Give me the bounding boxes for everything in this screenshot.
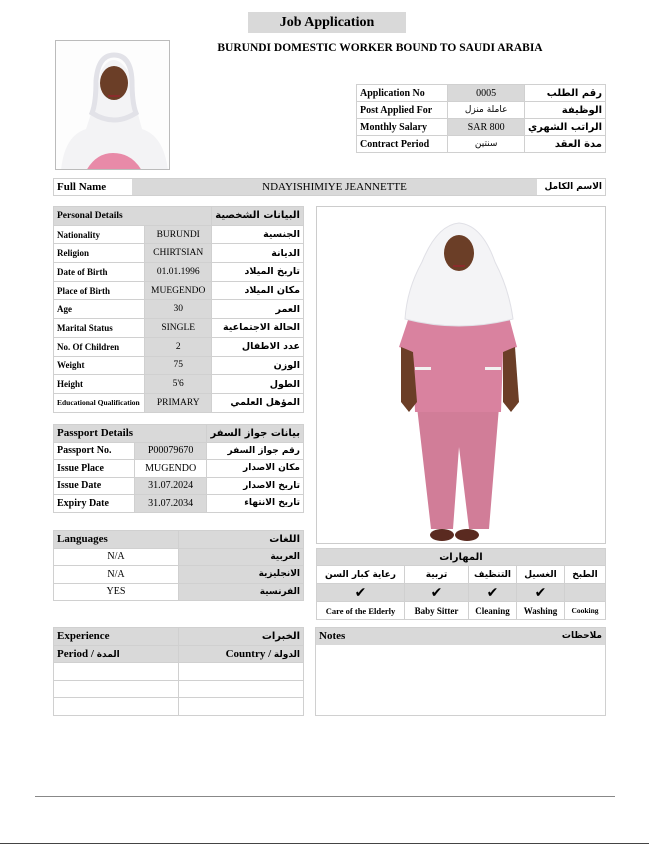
full-name-value: NDAYISHIMIYE JEANNETTE	[132, 179, 537, 195]
expiry-date-label: Expiry Date	[54, 495, 135, 513]
height-label-ar: الطول	[212, 375, 304, 394]
skill-babysitter-ar: تربية	[405, 566, 469, 584]
full-name-label: Full Name	[54, 179, 132, 195]
children-label-ar: عدد الاطفال	[212, 337, 304, 356]
personal-details-title-ar: البيانات الشخصية	[212, 207, 304, 226]
age-label-ar: العمر	[212, 300, 304, 319]
portrait-photo	[55, 40, 170, 170]
application-no-label: Application No	[357, 85, 448, 102]
skill-cleaning-ar: التنظيف	[469, 566, 517, 584]
experience-title-ar: الخبرات	[179, 628, 304, 646]
experience-period-cell	[54, 698, 179, 716]
notes-title: Notes	[319, 630, 346, 642]
issue-date-label: Issue Date	[54, 477, 135, 495]
religion-value: CHIRTSIAN	[145, 244, 212, 263]
skill-elderly-check	[317, 584, 405, 602]
table-header	[317, 549, 606, 566]
issue-date-value: 31.07.2024	[134, 477, 207, 495]
english-value: N/A	[54, 566, 179, 584]
arabic-label-ar: العربية	[179, 548, 304, 566]
country-label-ar: الدولة	[273, 649, 300, 660]
children-value: 2	[145, 337, 212, 356]
table-header	[54, 531, 304, 549]
education-label-ar: المؤهل العلمي	[212, 393, 304, 412]
experience-table	[53, 627, 304, 716]
table-row	[317, 566, 606, 584]
checkmark-icon: ✔	[486, 584, 499, 601]
table-row	[54, 680, 304, 698]
skill-cooking-check	[565, 584, 606, 602]
full-name-label-ar: الاسم الكامل	[544, 182, 602, 192]
languages-title: Languages	[54, 531, 179, 549]
education-value: PRIMARY	[145, 393, 212, 412]
marital-status-label: Marital Status	[54, 319, 145, 338]
marital-status-label-ar: الحالة الاجتماعية	[212, 319, 304, 338]
education-label: Educational Qualification	[54, 393, 145, 412]
table-header	[54, 207, 304, 226]
table-row	[54, 566, 304, 584]
age-label: Age	[54, 300, 145, 319]
nationality-label: Nationality	[54, 225, 145, 244]
table-row	[54, 225, 304, 244]
document-subtitle: BURUNDI DOMESTIC WORKER BOUND TO SAUDI ARABIA	[217, 42, 543, 54]
document-title: Job Application	[248, 12, 406, 33]
table-row	[54, 319, 304, 338]
height-label: Height	[54, 375, 145, 394]
experience-country-cell	[179, 680, 304, 698]
weight-value: 75	[145, 356, 212, 375]
experience-title: Experience	[54, 628, 179, 646]
experience-period-cell	[54, 663, 179, 681]
table-header	[54, 425, 304, 443]
skills-title-ar: المهارات	[317, 549, 606, 566]
dob-label-ar: تاريخ الميلاد	[212, 263, 304, 282]
skill-cooking-label: Cooking	[565, 602, 606, 620]
period-header	[54, 645, 179, 663]
passport-no-label-ar: رقم جواز السفر	[207, 442, 304, 460]
checkmark-icon: ✔	[430, 584, 443, 601]
notes-box	[315, 627, 606, 716]
skill-elderly-ar: رعاية كبار السن	[317, 566, 405, 584]
skill-cleaning-check	[469, 584, 517, 602]
passport-no-label: Passport No.	[54, 442, 135, 460]
table-row	[54, 244, 304, 263]
religion-label: Religion	[54, 244, 145, 263]
post-applied-value: عاملة منزل	[448, 102, 525, 119]
english-label-ar: الانجليزية	[179, 566, 304, 584]
dob-label: Date of Birth	[54, 263, 145, 282]
nationality-value: BURUNDI	[145, 225, 212, 244]
application-no-value: 0005	[448, 85, 525, 102]
contract-period-label-ar: مدة العقد	[525, 136, 606, 153]
table-row	[54, 263, 304, 282]
experience-period-cell	[54, 680, 179, 698]
period-label: Period /	[57, 647, 94, 660]
passport-details-table	[53, 424, 304, 513]
skill-cleaning-label: Cleaning	[469, 602, 517, 620]
table-row	[54, 281, 304, 300]
passport-details-title: Passport Details	[54, 425, 207, 443]
passport-details-title-ar: بيانات جواز السفر	[207, 425, 304, 443]
issue-place-value: MUGENDO	[134, 460, 207, 478]
children-label: No. Of Children	[54, 337, 145, 356]
post-applied-label-ar: الوظيفة	[525, 102, 606, 119]
weight-label-ar: الوزن	[212, 356, 304, 375]
table-row	[54, 477, 304, 495]
skill-washing-check	[517, 584, 565, 602]
table-row	[357, 119, 606, 136]
application-table	[356, 84, 606, 153]
expiry-date-label-ar: تاريخ الانتهاء	[207, 495, 304, 513]
full-name-row	[53, 178, 606, 196]
skill-babysitter-check	[405, 584, 469, 602]
expiry-date-value: 31.07.2034	[134, 495, 207, 513]
table-header	[54, 628, 304, 646]
dob-value: 01.01.1996	[145, 263, 212, 282]
full-body-photo	[316, 206, 606, 544]
country-header	[179, 645, 304, 663]
table-row	[54, 393, 304, 412]
table-row	[54, 356, 304, 375]
table-row	[54, 460, 304, 478]
skill-babysitter-label: Baby Sitter	[405, 602, 469, 620]
table-row	[357, 85, 606, 102]
french-value: YES	[54, 583, 179, 601]
skill-washing-ar: الغسيل	[517, 566, 565, 584]
skill-elderly-label: Care of the Elderly	[317, 602, 405, 620]
marital-status-value: SINGLE	[145, 319, 212, 338]
table-row	[54, 300, 304, 319]
checkmark-icon: ✔	[354, 584, 367, 601]
table-row	[54, 548, 304, 566]
weight-label: Weight	[54, 356, 145, 375]
monthly-salary-label: Monthly Salary	[357, 119, 448, 136]
age-value: 30	[145, 300, 212, 319]
experience-country-cell	[179, 698, 304, 716]
table-row	[357, 102, 606, 119]
application-no-label-ar: رقم الطلب	[525, 85, 606, 102]
nationality-label-ar: الجنسية	[212, 225, 304, 244]
notes-title-ar: ملاحظات	[561, 631, 602, 641]
notes-header	[316, 628, 605, 645]
skill-cooking-ar: الطبخ	[565, 566, 606, 584]
personal-details-title: Personal Details	[54, 207, 212, 226]
place-of-birth-value: MUEGENDO	[145, 281, 212, 300]
country-label: Country /	[225, 647, 272, 660]
table-header	[54, 645, 304, 663]
table-row	[54, 495, 304, 513]
religion-label-ar: الديانة	[212, 244, 304, 263]
table-row	[54, 375, 304, 394]
experience-country-cell	[179, 663, 304, 681]
table-row	[54, 583, 304, 601]
languages-table	[53, 530, 304, 601]
monthly-salary-value: SAR 800	[448, 119, 525, 136]
page-bottom-border	[0, 843, 649, 844]
checkmark-icon: ✔	[534, 584, 547, 601]
footer-divider	[35, 796, 615, 797]
contract-period-value: سنتين	[448, 136, 525, 153]
table-row	[317, 584, 606, 602]
issue-place-label: Issue Place	[54, 460, 135, 478]
table-row	[357, 136, 606, 153]
post-applied-label: Post Applied For	[357, 102, 448, 119]
place-of-birth-label: Place of Birth	[54, 281, 145, 300]
table-row	[54, 698, 304, 716]
monthly-salary-label-ar: الراتب الشهري	[525, 119, 606, 136]
period-label-ar: المدة	[96, 649, 120, 660]
personal-details-table	[53, 206, 304, 413]
place-of-birth-label-ar: مكان الميلاد	[212, 281, 304, 300]
table-row	[54, 442, 304, 460]
arabic-value: N/A	[54, 548, 179, 566]
languages-title-ar: اللغات	[179, 531, 304, 549]
table-row	[317, 602, 606, 620]
skill-washing-label: Washing	[517, 602, 565, 620]
issue-place-label-ar: مكان الاصدار	[207, 460, 304, 478]
skills-table	[316, 548, 606, 620]
issue-date-label-ar: تاريخ الاصدار	[207, 477, 304, 495]
french-label-ar: الفرنسية	[179, 583, 304, 601]
height-value: 5'6	[145, 375, 212, 394]
contract-period-label: Contract Period	[357, 136, 448, 153]
table-row	[54, 337, 304, 356]
table-row	[54, 663, 304, 681]
passport-no-value: P00079670	[134, 442, 207, 460]
